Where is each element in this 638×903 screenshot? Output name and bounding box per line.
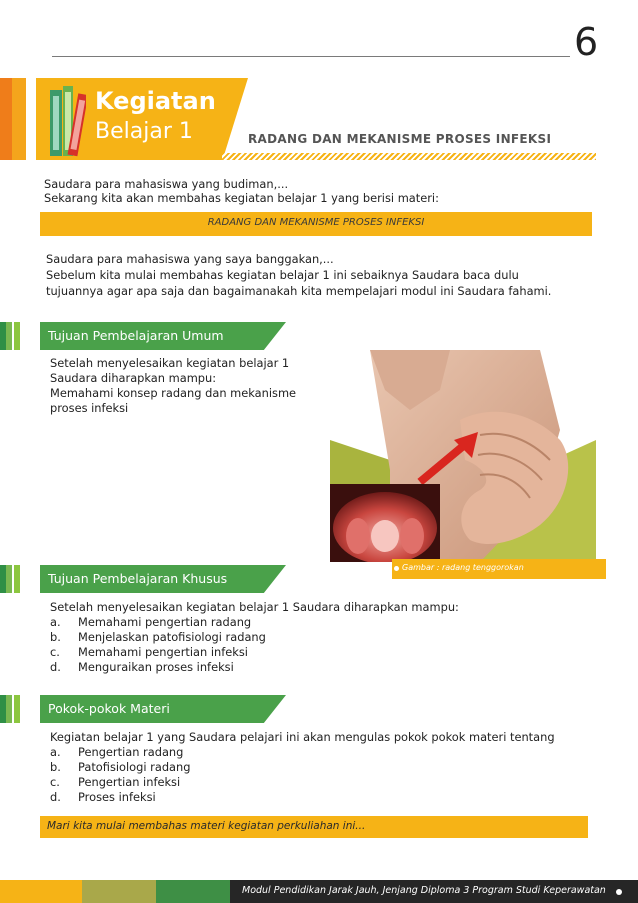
photo-caption: Gambar : radang tenggorokan: [402, 563, 524, 572]
section-label-tujuan-umum: Tujuan Pembelajaran Umum: [48, 328, 224, 343]
throat-illustration: [330, 350, 596, 562]
section-stripe: [6, 565, 12, 593]
list-item-text: Pengertian infeksi: [78, 775, 181, 789]
tujuan-umum-line2: Saudara diharapkan mampu:: [50, 371, 217, 385]
header-rule: [52, 56, 570, 57]
section-label-pokok-materi: Pokok-pokok Materi: [48, 701, 170, 716]
intro-greeting: Saudara para mahasiswa yang budiman,...: [44, 177, 289, 191]
section-label-tujuan-khusus: Tujuan Pembelajaran Khusus: [48, 571, 228, 586]
topic-bar-text: RADANG DAN MEKANISME PROSES INFEKSI: [207, 217, 425, 228]
banner-title-line2: Belajar 1: [95, 119, 193, 144]
list-item-key: c.: [50, 775, 60, 789]
throat-photo: [330, 350, 596, 562]
list-item-text: Menguraikan proses infeksi: [78, 660, 234, 674]
list-item-key: a.: [50, 615, 61, 629]
banner-stripe-orange: [0, 78, 12, 160]
intro-p2-line3: tujuannya agar apa saja dan bagaimanakah kita mempelajari modul ini Saudara fahami.: [46, 284, 552, 298]
section-heading: RADANG DAN MEKANISME PROSES INFEKSI: [248, 132, 552, 146]
section-stripe: [6, 695, 12, 723]
page-number: 6: [574, 20, 599, 64]
list-item-key: b.: [50, 630, 61, 644]
closing-text: Mari kita mulai membahas materi kegiatan perkuliahan ini...: [47, 820, 366, 832]
section-stripe: [14, 695, 20, 723]
section-stripe: [14, 322, 20, 350]
section-stripe: [6, 322, 12, 350]
list-item-text: Pengertian radang: [78, 745, 184, 759]
hatch-divider: [222, 153, 596, 160]
caption-bullet-icon: [394, 566, 399, 571]
list-item-key: b.: [50, 760, 61, 774]
banner-stripe-yellow: [12, 78, 26, 160]
banner-title-line1: Kegiatan: [95, 87, 216, 115]
tujuan-khusus-intro: Setelah menyelesaikan kegiatan belajar 1 Saudara diharapkan mampu:: [50, 600, 459, 614]
books-icon: [46, 84, 86, 158]
list-item-key: d.: [50, 660, 61, 674]
footer-bullet-icon: [616, 889, 622, 895]
tujuan-umum-line4: proses infeksi: [50, 401, 129, 415]
footer-block-green: [156, 880, 230, 903]
intro-p2-line1: Saudara para mahasiswa yang saya banggakan,...: [46, 252, 334, 266]
footer-text: Modul Pendidikan Jarak Jauh, Jenjang Diploma 3 Program Studi Keperawatan: [242, 885, 606, 896]
list-item-text: Memahami pengertian radang: [78, 615, 252, 629]
list-item-text: Memahami pengertian infeksi: [78, 645, 248, 659]
tujuan-umum-line3: Memahami konsep radang dan mekanisme: [50, 386, 297, 400]
list-item-key: a.: [50, 745, 61, 759]
list-item-key: d.: [50, 790, 61, 804]
list-item-text: Menjelaskan patofisiologi radang: [78, 630, 266, 644]
footer-block-olive: [82, 880, 156, 903]
pokok-materi-intro: Kegiatan belajar 1 yang Saudara pelajari ini akan mengulas pokok pokok materi tentang: [50, 730, 555, 744]
tujuan-umum-line1: Setelah menyelesaikan kegiatan belajar 1: [50, 356, 290, 370]
intro-p2-line2: Sebelum kita mulai membahas kegiatan belajar 1 ini sebaiknya Saudara baca dulu: [46, 268, 519, 282]
section-stripe: [14, 565, 20, 593]
list-item-text: Proses infeksi: [78, 790, 156, 804]
list-item-text: Patofisiologi radang: [78, 760, 191, 774]
footer-block-yellow: [0, 880, 82, 903]
list-item-key: c.: [50, 645, 60, 659]
intro-line: Sekarang kita akan membahas kegiatan belajar 1 yang berisi materi:: [44, 191, 439, 205]
